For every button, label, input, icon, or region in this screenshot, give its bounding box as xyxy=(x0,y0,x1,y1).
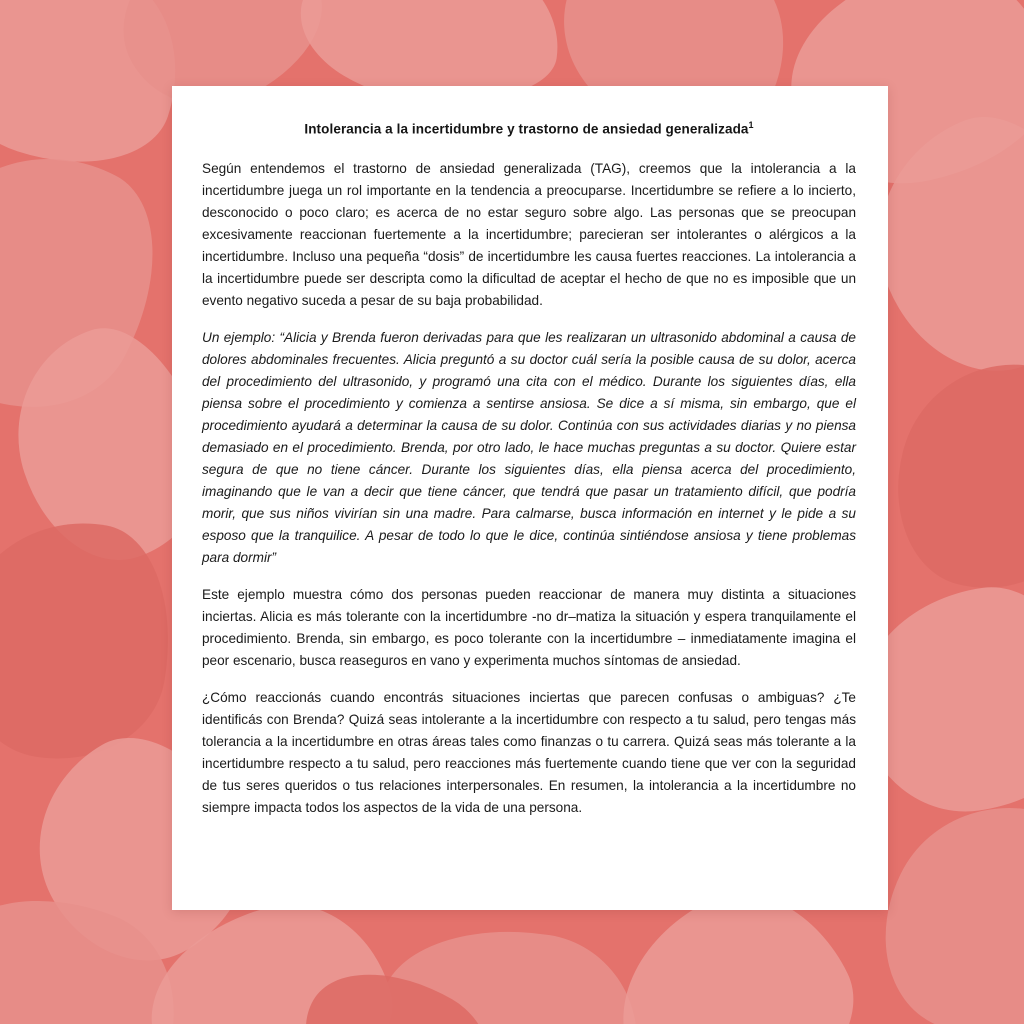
petal-shape xyxy=(875,340,1024,609)
paragraph: ¿Cómo reaccionás cuando encontrás situaciones inciertas que parecen confusas o ambiguas? ¿Te identificás con Brenda? Quizá seas intolerante a la incertidumbre con respecto a tu salud, pero tengas más tolerancia a la incertidumbre en otras áreas tales como finanzas o tu carrera. Quizá seas más tolerante a la incertidumbre respecto a tu salud, pero reacciones más fuertemente cuando tiene que ver con la seguridad de tus seres queridos o tus relaciones interpersonales. En resumen, la intolerancia a la incertidumbre no siempre impacta todos los aspectos de la vida de una persona. xyxy=(202,690,856,816)
page-title xyxy=(202,120,856,138)
title-footnote-marker: 1 xyxy=(748,120,754,130)
document-page xyxy=(172,86,888,910)
paragraph: Según entendemos el trastorno de ansiedad generalizada (TAG), creemos que la intolerancia a la incertidumbre juega un rol importante en la tendencia a preocuparse. Incertidumbre se refiere a lo incierto, desconocido o poco claro; es acerca de no estar seguro sobre algo. Las personas que se preocupan excesivamente reaccionan fuertemente a la incertidumbre; parecieran ser intolerantes o alérgicos a la incertidumbre. Incluso una pequeña “dosis” de incertidumbre les causa fuertes reacciones. La intolerancia a la incertidumbre puede ser descripta como la dificultad de aceptar el hecho de que no es imposible que un evento negativo suceda a pesar de su baja probabilidad. xyxy=(202,161,856,309)
paragraph-example-quote: Un ejemplo: “Alicia y Brenda fueron derivadas para que les realizaran un ultrasonido abdominal a causa de dolores abdominales frecuentes. Alicia preguntó a su doctor cuál sería la posible causa de su dolor, acerca del procedimiento del ultrasonido, y programó una cita con el médico. Durante los siguientes días, ella piensa sobre el procedimiento y comienza a sentirse ansiosa. Se dice a sí misma, sin embargo, que el procedimiento ayudará a determinar la causa de su dolor. Continúa con sus actividades diarias y no piensa demasiado en el procedimiento. Brenda, por otro lado, le hace muchas preguntas a su doctor. Quiere estar segura de que no tiene cáncer. Durante los siguientes días, ella piensa acerca del procedimiento, imaginando que le van a decir que tiene cáncer, que tendrá que pasar un tratamiento difícil, que podría morir, que sus niños vivirían sin una madre. Para calmarse, busca información en internet y le pide a su esposo que la tranquilice. A pesar de todo lo que le dice, continúa sintiéndose ansiosa y tiene problemas para dormir” xyxy=(202,330,856,566)
page-title-text: Intolerancia a la incertidumbre y trastorno de ansiedad generalizada xyxy=(304,121,749,137)
paragraph: Este ejemplo muestra cómo dos personas pueden reaccionar de manera muy distinta a situaciones inciertas. Alicia es más tolerante con la incertidumbre -no dr–matiza la situación y espera tranquilamente el procedimiento. Brenda, sin embargo, es poco tolerante con la incertidumbre – inmediatamente imagina el peor escenario, busca reaseguros en vano y experimenta muchos síntomas de ansiedad. xyxy=(202,587,856,669)
